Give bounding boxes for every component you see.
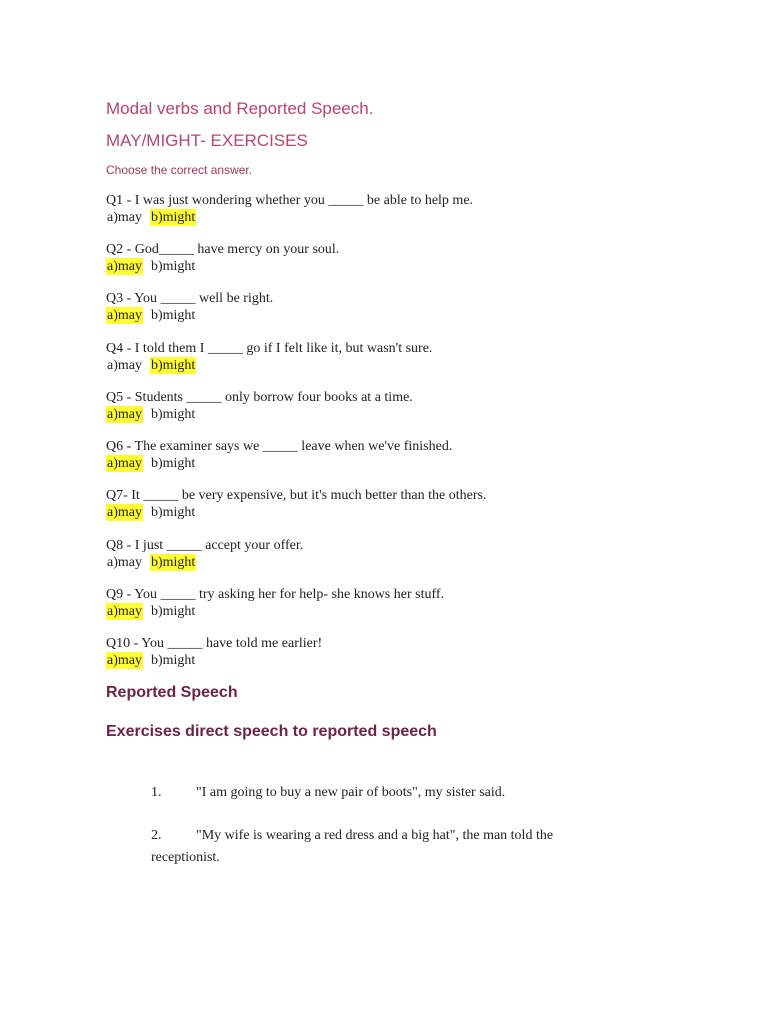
option-a[interactable]: a)may [107, 456, 142, 471]
option-b[interactable]: b)might [150, 358, 196, 373]
exercise-number: 2. [151, 828, 162, 843]
option-b[interactable]: b)might [150, 653, 196, 668]
option-a[interactable]: a)may [107, 308, 142, 323]
question-text: Q7- It _____ be very expensive, but it's much better than the others. [106, 488, 487, 503]
answer-options [106, 603, 444, 620]
question-text: Q2 - God_____ have mercy on your soul. [106, 242, 340, 257]
answer-options [106, 554, 303, 571]
option-b[interactable]: b)might [150, 555, 196, 570]
question-item [106, 586, 444, 620]
option-a[interactable]: a)may [107, 505, 142, 520]
option-a[interactable]: a)may [107, 358, 142, 373]
answer-options [106, 209, 473, 226]
question-item [106, 438, 452, 472]
page-title: Modal verbs and Reported Speech. [106, 99, 374, 118]
question-text: Q4 - I told them I _____ go if I felt like it, but wasn't sure. [106, 341, 433, 356]
answer-options [106, 406, 413, 423]
question-text: Q9 - You _____ try asking her for help- she knows her stuff. [106, 587, 445, 602]
answer-options [106, 258, 339, 275]
question-text: Q5 - Students _____ only borrow four books at a time. [106, 390, 413, 405]
question-item [106, 340, 432, 374]
question-item [106, 389, 413, 423]
option-a[interactable]: a)may [107, 653, 142, 668]
option-b[interactable]: b)might [150, 505, 196, 520]
option-a[interactable]: a)may [107, 555, 142, 570]
answer-options [106, 357, 432, 374]
exercise-title: MAY/MIGHT- EXERCISES [106, 131, 308, 150]
question-text: Q3 - You _____ well be right. [106, 291, 274, 306]
exercise-item [0, 782, 768, 806]
exercise-text-continued: receptionist. [151, 850, 220, 865]
exercise-item [0, 825, 768, 871]
answer-options [106, 307, 273, 324]
option-a[interactable]: a)may [107, 604, 142, 619]
question-item [106, 487, 486, 521]
question-text: Q8 - I just _____ accept your offer. [106, 538, 304, 553]
question-item [106, 537, 303, 571]
option-b[interactable]: b)might [150, 259, 196, 274]
exercise-text: "My wife is wearing a red dress and a big hat", the man told the [196, 828, 554, 843]
exercise-number: 1. [151, 785, 162, 800]
question-item [106, 241, 339, 275]
question-text: Q6 - The examiner says we _____ leave when we've finished. [106, 439, 453, 454]
option-b[interactable]: b)might [150, 308, 196, 323]
question-item [106, 635, 322, 669]
question-item [106, 192, 473, 226]
exercises-heading: Exercises direct speech to reported speech [106, 723, 437, 740]
question-text: Q1 - I was just wondering whether you _____ be able to help me. [106, 193, 474, 208]
exercise-text: "I am going to buy a new pair of boots", my sister said. [196, 785, 506, 800]
answer-options [106, 455, 452, 472]
reported-speech-heading: Reported Speech [106, 684, 238, 701]
option-b[interactable]: b)might [150, 456, 196, 471]
answer-options [106, 504, 486, 521]
question-text: Q10 - You _____ have told me earlier! [106, 636, 323, 651]
option-b[interactable]: b)might [150, 407, 196, 422]
question-item [106, 290, 273, 324]
option-a[interactable]: a)may [107, 259, 142, 274]
answer-options [106, 652, 322, 669]
option-b[interactable]: b)might [150, 604, 196, 619]
option-a[interactable]: a)may [107, 210, 142, 225]
instruction-text: Choose the correct answer. [106, 163, 253, 177]
option-a[interactable]: a)may [107, 407, 142, 422]
option-b[interactable]: b)might [150, 210, 196, 225]
